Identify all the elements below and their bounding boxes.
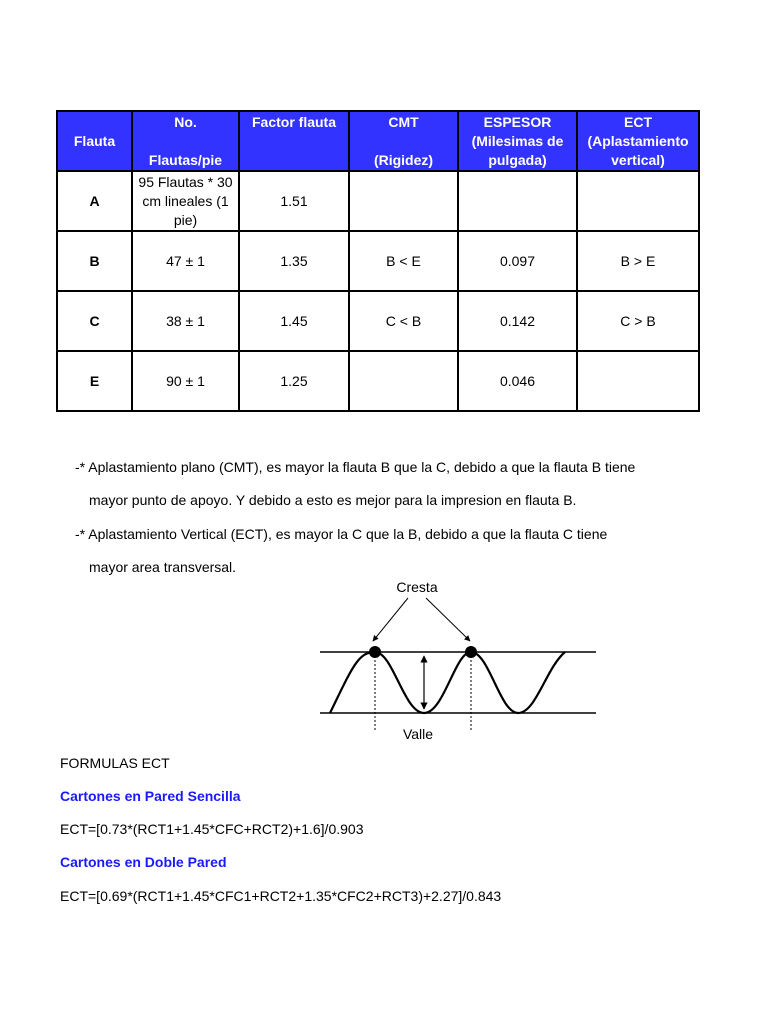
crest-label: Cresta <box>396 579 438 595</box>
flute-wave <box>330 652 565 713</box>
cell-flauta: E <box>57 351 132 411</box>
cell-factor: 1.25 <box>239 351 349 411</box>
crest-arrow-right <box>426 598 470 641</box>
cell-flauta: B <box>57 231 132 291</box>
note-ect-line-2: mayor area transversal. <box>89 559 237 575</box>
note-cmt-line-2: mayor punto de apoyo. Y debido a esto es mejor para la impresion en flauta B. <box>89 492 577 508</box>
cell-flauta: A <box>57 171 132 231</box>
cell-factor: 1.51 <box>239 171 349 231</box>
header-ect: ECT (Aplastamiento vertical) <box>577 111 699 171</box>
note-cmt-line-1: -* Aplastamiento plano (CMT), es mayor la flauta B que la C, debido a que la flauta B tiene <box>75 459 636 475</box>
crest-arrow-left <box>373 598 408 641</box>
cell-cmt: B < E <box>349 231 458 291</box>
cell-no-flautas: 95 Flautas * 30 cm lineales (1 pie) <box>132 171 239 231</box>
cell-no-flautas: 38 ± 1 <box>132 291 239 351</box>
double-wall-formula: ECT=[0.69*(RCT1+1.45*CFC1+RCT2+1.35*CFC2+RCT3)+2.27]/0.843 <box>60 888 502 904</box>
cell-no-flautas: 47 ± 1 <box>132 231 239 291</box>
header-cmt: CMT (Rigidez) <box>349 111 458 171</box>
header-espesor: ESPESOR (Milesimas de pulgada) <box>458 111 577 171</box>
cell-espesor: 0.142 <box>458 291 577 351</box>
header-no-flautas: No. Flautas/pie <box>132 111 239 171</box>
cell-espesor: 0.097 <box>458 231 577 291</box>
cell-no-flautas: 90 ± 1 <box>132 351 239 411</box>
crest-dot-right <box>465 646 477 658</box>
note-ect-line-1: -* Aplastamiento Vertical (ECT), es mayor la C que la B, debido a que la flauta C tiene <box>75 526 608 542</box>
cell-factor: 1.45 <box>239 291 349 351</box>
cell-ect: B > E <box>577 231 699 291</box>
header-factor-flauta: Factor flauta <box>239 111 349 171</box>
single-wall-title: Cartones en Pared Sencilla <box>60 788 241 804</box>
cell-factor: 1.35 <box>239 231 349 291</box>
crest-dot-left <box>369 646 381 658</box>
cell-cmt: C < B <box>349 291 458 351</box>
double-wall-title: Cartones en Doble Pared <box>60 854 227 870</box>
header-flauta: Flauta <box>57 111 132 171</box>
cell-flauta: C <box>57 291 132 351</box>
single-wall-formula: ECT=[0.73*(RCT1+1.45*CFC+RCT2)+1.6]/0.903 <box>60 821 364 837</box>
valley-label: Valle <box>402 726 434 742</box>
formulas-heading: FORMULAS ECT <box>60 755 170 771</box>
cell-espesor: 0.046 <box>458 351 577 411</box>
cell-ect: C > B <box>577 291 699 351</box>
